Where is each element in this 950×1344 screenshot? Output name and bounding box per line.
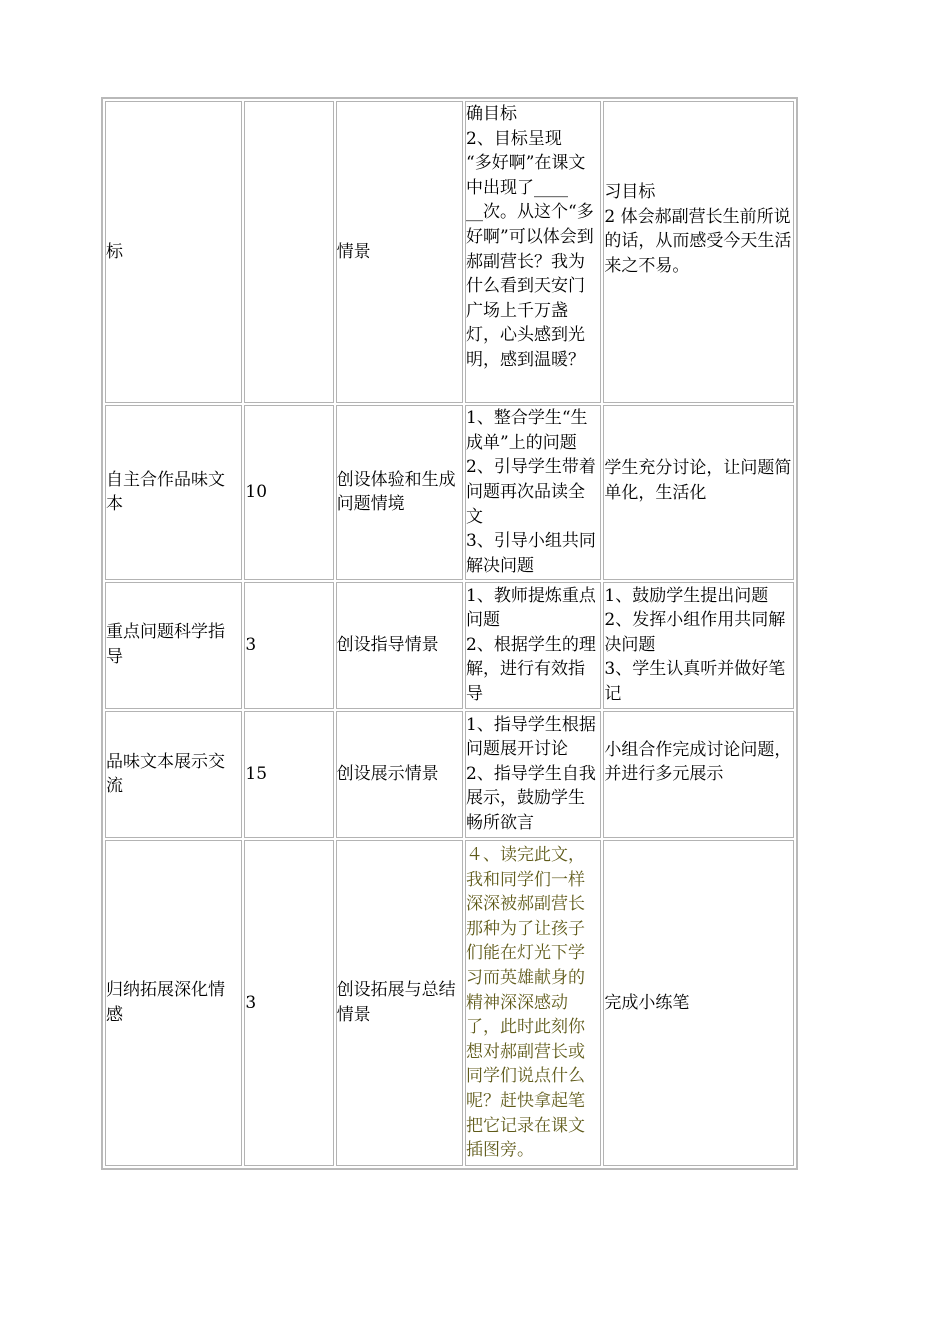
stage-cell: 标 <box>105 101 242 403</box>
teacher-line: “多好啊”在课文中出现了____ <box>466 153 586 198</box>
teacher-line: 1、指导学生根据问题展开讨论 <box>466 714 596 760</box>
teacher-line: 2、指导学生自我展示，鼓励学生畅所欲言 <box>466 763 596 834</box>
situation-cell: 创设展示情景 <box>336 711 463 838</box>
student-line: 学生充分讨论，让问题简单化，生活化 <box>604 458 792 503</box>
student-line: 小组合作完成讨论问题，并进行多元展示 <box>604 739 792 785</box>
teacher-line: ４、读完此文，我和同学们一样深深被郝副营长那种为了让孩子们能在灯光下学习而英雄献身的精神深深感动了，此时此刻你想对郝副营长或同学们说点什么呢？赶快拿起笔把它记录在课文插图旁。 <box>466 844 585 1161</box>
teacher-line: 2、目标呈现 <box>466 128 562 149</box>
table-row <box>105 101 794 403</box>
teacher-activity-cell <box>465 101 601 403</box>
minutes-cell: 15 <box>244 711 333 838</box>
table-row <box>105 405 794 579</box>
stage-cell: 品味文本展示交流 <box>105 711 242 838</box>
student-line: 习目标 <box>604 182 656 202</box>
minutes-cell: 10 <box>244 405 333 579</box>
stage-cell: 归纳拓展深化情感 <box>105 840 242 1166</box>
student-activity-cell <box>603 582 794 709</box>
table-row <box>105 582 794 709</box>
situation-cell: 创设体验和生成问题情境 <box>336 405 463 579</box>
student-line: 完成小练笔 <box>604 992 690 1013</box>
stage-cell: 自主合作品味文本 <box>105 405 242 579</box>
minutes-cell: 3 <box>244 840 333 1166</box>
student-line: 2、发挥小组作用共同解决问题 <box>604 610 786 655</box>
teacher-line: 1、整合学生“生成单”上的问题 <box>466 408 588 453</box>
student-activity-cell <box>603 405 794 579</box>
student-activity-cell <box>603 840 794 1166</box>
student-activity-cell <box>603 101 794 403</box>
teacher-activity-cell <box>465 840 601 1166</box>
teacher-activity-cell <box>465 405 601 579</box>
student-line: 3、学生认真听并做好笔记 <box>604 659 786 704</box>
lesson-plan-table <box>101 97 798 1170</box>
teacher-activity-cell <box>465 582 601 709</box>
situation-cell: 创设指导情景 <box>336 582 463 709</box>
teacher-line: 确目标 <box>466 104 517 124</box>
student-line: 2 体会郝副营长生前所说的话，从而感受今天生活来之不易。 <box>604 206 792 276</box>
teacher-line: 1、教师提炼重点问题 <box>466 585 596 631</box>
situation-cell: 情景 <box>336 101 463 403</box>
minutes-cell: 3 <box>244 582 333 709</box>
stage-cell: 重点问题科学指导 <box>105 582 242 709</box>
table-row <box>105 840 794 1166</box>
teacher-line: 2、引导学生带着问题再次品读全文 <box>466 457 596 527</box>
student-activity-cell <box>603 711 794 838</box>
teacher-line: 3、引导小组共同解决问题 <box>466 531 596 576</box>
student-line: 1、鼓励学生提出问题 <box>604 585 769 606</box>
situation-cell: 创设拓展与总结情景 <box>336 840 463 1166</box>
table-row <box>105 711 794 838</box>
teacher-line: 2、根据学生的理解，进行有效指导 <box>466 634 596 704</box>
teacher-line: __次。从这个“多好啊”可以体会到郝副营长？我为什么看到天安门广场上千万盏灯，心头感到光明，感到温暖？ <box>466 202 594 370</box>
minutes-cell <box>244 101 333 403</box>
teacher-activity-cell <box>465 711 601 838</box>
